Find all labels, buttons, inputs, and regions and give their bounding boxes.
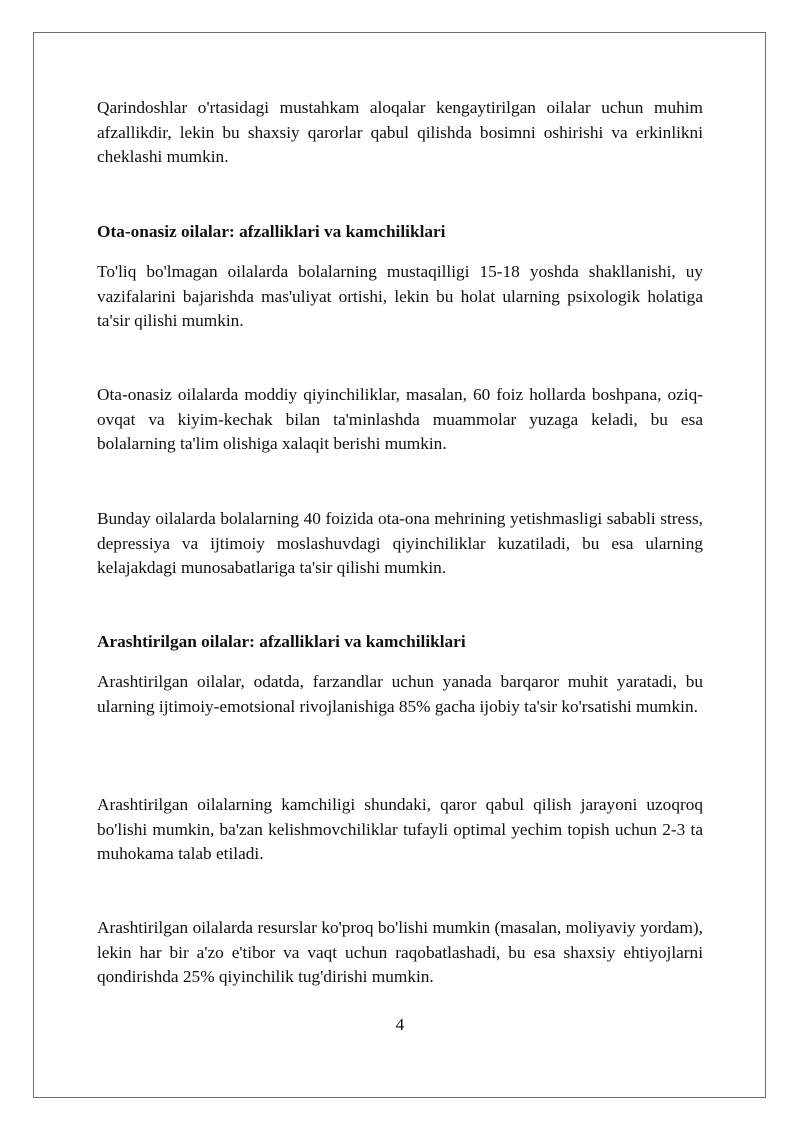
- paragraph-extended-families: Qarindoshlar o'rtasidagi mustahkam aloqalar kengaytirilgan oilalar uchun muhim afzallikdir, lekin bu shaxsiy qarorlar qabul qilishda bosimni oshirishi va erkinlikni cheklashi mumkin.: [97, 98, 703, 167]
- paragraph-single-parent-stress: Bunday oilalarda bolalarning 40 foizida ota-ona mehrining yetishmasligi sababli stress, depressiya va ijtimoiy moslashuvdagi qiyinchiliklar kuzatiladi, bu esa ularning kelajakdagi munosabatlariga ta'sir qilishi mumkin.: [97, 509, 703, 578]
- section-heading-single-parent-families: Ota-onasiz oilalar: afzalliklari va kamchiliklari: [97, 222, 446, 241]
- paragraph-single-parent-independence: To'liq bo'lmagan oilalarda bolalarning mustaqilligi 15-18 yoshda shakllanishi, uy vazifalarini bajarishda mas'uliyat ortishi, lekin bu holat ularning psixologik holatiga ta'sir qilishi mumkin.: [97, 262, 703, 331]
- paragraph-blended-decisions: Arashtirilgan oilalarning kamchiligi shundaki, qaror qabul qilish jarayoni uzoqroq bo'lishi mumkin, ba'zan kelishmovchiliklar tufayli optimal yechim topish uchun 2-3 ta muhokama talab etiladi.: [97, 795, 703, 864]
- paragraph-blended-resources: Arashtirilgan oilalarda resurslar ko'proq bo'lishi mumkin (masalan, moliyaviy yordam), lekin har bir a'zo e'tibor va vaqt uchun raqobatlashadi, bu esa shaxsiy ehtiyojlarni qondirishda 25% qiyinchilik tug'dirishi mumkin.: [97, 918, 703, 987]
- page-number: 4: [395, 1015, 405, 1034]
- section-heading-blended-families: Arashtirilgan oilalar: afzalliklari va kamchiliklari: [97, 632, 466, 651]
- paragraph-blended-stability: Arashtirilgan oilalar, odatda, farzandlar uchun yanada barqaror muhit yaratadi, bu ularning ijtimoiy-emotsional rivojlanishiga 85% gacha ijobiy ta'sir ko'rsatishi mumkin.: [97, 672, 703, 716]
- paragraph-single-parent-material: Ota-onasiz oilalarda moddiy qiyinchiliklar, masalan, 60 foiz hollarda boshpana, oziq-ovqat va kiyim-kechak bilan ta'minlashda muammolar yuzaga keladi, bu esa bolalarning ta'lim olishiga xalaqit berishi mumkin.: [97, 385, 703, 454]
